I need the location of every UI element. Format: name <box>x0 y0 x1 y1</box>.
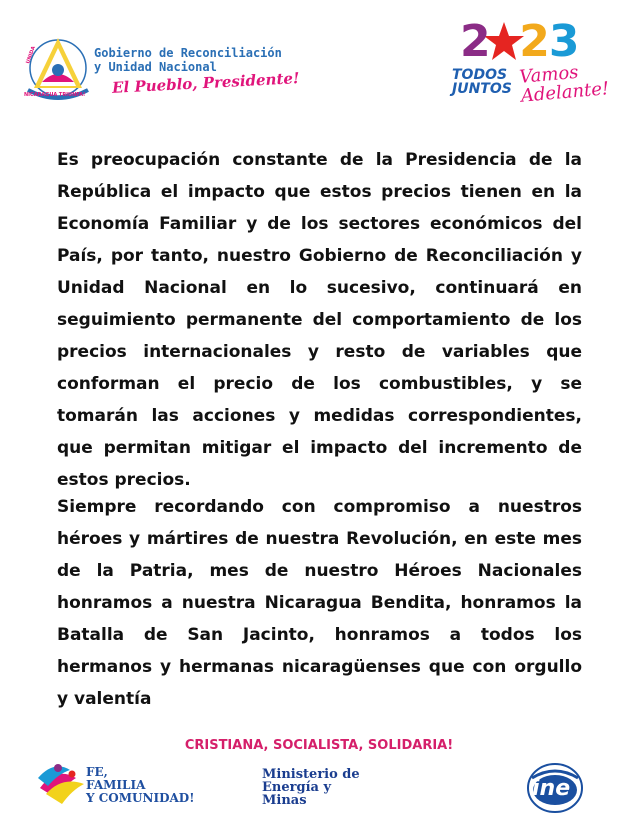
fe-familia-text: FE, FAMILIA Y COMUNIDAD! <box>86 765 195 805</box>
footer-slogan: CRISTIANA, SOCIALISTA, SOLIDARIA! <box>184 738 454 753</box>
body-paragraph-2: Siempre recordando con compromiso a nuestros héroes y mártires de nuestra Revolución, en este mes de la Patria, mes de nuestro Héroes Nacionales honramos a nuestra Nicaragua Bendita, honramos la Batalla de San Jacinto, honramos a todos los hermanos y hermanas nicaragüenses que con orgullo y valentía <box>57 497 582 709</box>
ine-logo <box>526 762 584 814</box>
ring-text-top: UNIDA <box>25 45 37 65</box>
government-logo <box>20 30 300 102</box>
body-paragraph-1: Es preocupación constante de la Presidencia de la República el impacto que estos precios tienen en la Economía Familiar y de los sectores económicos del País, por tanto, nuestro Gobierno de Reconciliación y Unidad Nacional en lo sucesivo, continuará en seguimiento permanente del comportamiento de los precios internacionales y resto de variables que conforman el precio de los combustibles, y se tomarán las acciones y medidas correspondientes, que permitan mitigar el impacto del incremento de estos precios. <box>57 150 582 490</box>
ministerio-energia-minas-logo <box>262 768 402 816</box>
todos-juntos-text: TODOS JUNTOS <box>452 67 512 97</box>
year-2023: 2 23 <box>460 16 579 67</box>
government-title: Gobierno de Reconciliación y Unidad Nacional <box>94 46 282 74</box>
fe-familia-comunidad-logo <box>36 758 195 814</box>
ine-text: ine <box>532 776 571 801</box>
vamos-adelante-text: Vamos Adelante! <box>518 61 610 107</box>
ministerio-text: Ministerio de Energía y Minas <box>262 767 360 808</box>
logo-2023-todos-juntos <box>452 16 618 116</box>
government-slogan: El Pueblo, Presidente! <box>111 69 300 97</box>
ring-text-bottom: NICARAGUA TRIUNFA! <box>24 92 86 98</box>
family-figures-icon <box>36 758 92 808</box>
